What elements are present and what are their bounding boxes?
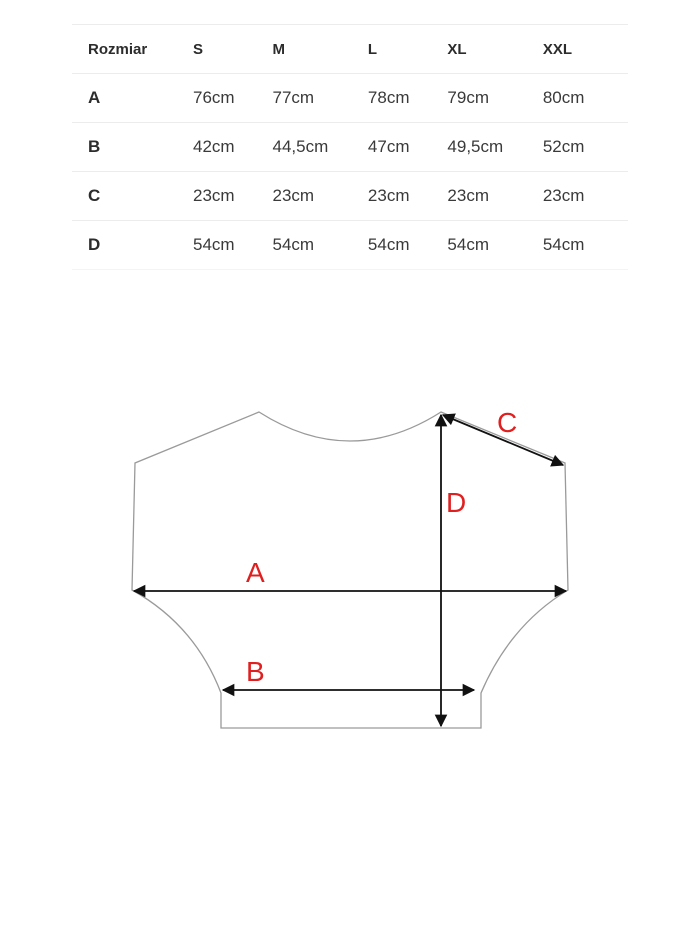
table-cell: 54cm — [273, 221, 368, 270]
table-cell: 47cm — [368, 123, 448, 172]
table-cell: 78cm — [368, 74, 448, 123]
header-size: Rozmiar — [72, 25, 193, 74]
table-row — [72, 74, 628, 123]
table-cell: 77cm — [273, 74, 368, 123]
table-cell: 54cm — [447, 221, 542, 270]
table-cell: 23cm — [368, 172, 448, 221]
table-cell: 80cm — [543, 74, 628, 123]
table-cell: 49,5cm — [447, 123, 542, 172]
table-row — [72, 123, 628, 172]
header-s: S — [193, 25, 273, 74]
header-xl: XL — [447, 25, 542, 74]
table-cell: 76cm — [193, 74, 273, 123]
table-row — [72, 221, 628, 270]
table-cell: 52cm — [543, 123, 628, 172]
label-b: B — [246, 656, 265, 687]
header-l: L — [368, 25, 448, 74]
table-cell: 23cm — [273, 172, 368, 221]
garment-measurement-diagram — [0, 330, 700, 750]
table-cell: 23cm — [543, 172, 628, 221]
table-cell: 54cm — [193, 221, 273, 270]
table-cell: 42cm — [193, 123, 273, 172]
table-cell: 23cm — [447, 172, 542, 221]
size-chart-table — [72, 24, 628, 270]
header-xxl: XXL — [543, 25, 628, 74]
table-row — [72, 172, 628, 221]
label-a: A — [246, 557, 265, 588]
table-cell: 23cm — [193, 172, 273, 221]
table-cell: 44,5cm — [273, 123, 368, 172]
row-label-c: C — [72, 172, 193, 221]
row-label-d: D — [72, 221, 193, 270]
table-header-row — [72, 25, 628, 74]
table-cell: 54cm — [368, 221, 448, 270]
table-cell: 54cm — [543, 221, 628, 270]
row-label-b: B — [72, 123, 193, 172]
label-d: D — [446, 487, 467, 518]
header-m: M — [273, 25, 368, 74]
table-cell: 79cm — [447, 74, 542, 123]
garment-outline — [132, 412, 568, 728]
label-c: C — [497, 407, 518, 438]
row-label-a: A — [72, 74, 193, 123]
